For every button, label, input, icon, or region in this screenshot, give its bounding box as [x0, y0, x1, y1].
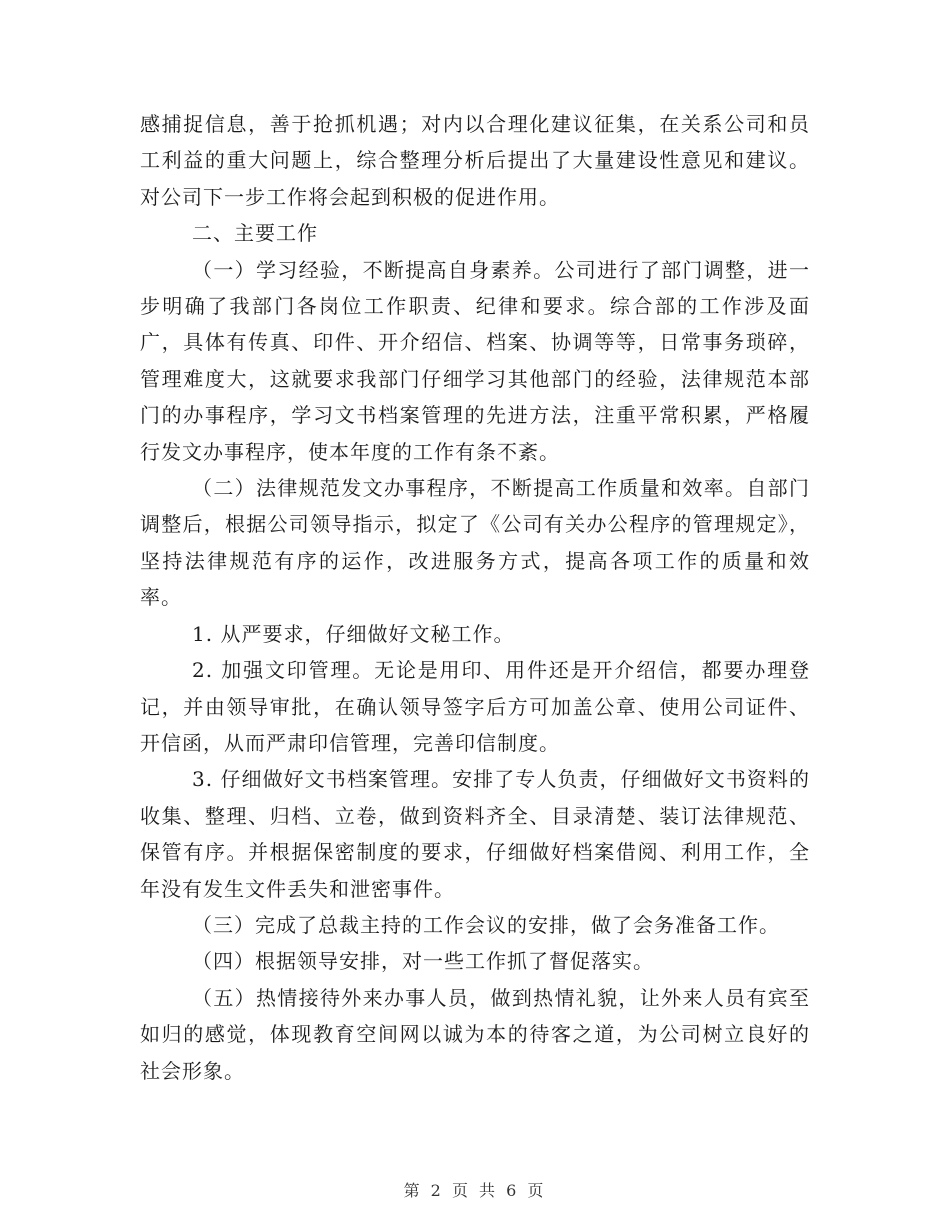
paragraph-subitem-2: 2. 加强文印管理。无论是用印、用件还是开介绍信，都要办理登记，并由领导审批，在确认领导签字后方可加盖公章、使用公司证件、开信函，从而严肃印信管理，完善印信制度。 — [140, 658, 810, 755]
page-footer: 第 2 页 共 6 页 — [403, 1181, 547, 1200]
paragraph-subitem-3: 3. 仔细做好文书档案管理。安排了专人负责，仔细做好文书资料的收集、整理、归档、立卷，做到资料齐全、目录清楚、装订法律规范、保管有序。并根据保密制度的要求，仔细做好档案借阅、利用工作，全年没有发生文件丢失和泄密事件。 — [140, 767, 810, 901]
paragraph-item-2: （二）法律规范发文办事程序，不断提高工作质量和效率。自部门调整后，根据公司领导指示，拟定了《公司有关办公程序的管理规定》，坚持法律规范有序的运作，改进服务方式，提高各项工作的质量和效率。 — [140, 476, 810, 610]
paragraph-item-1: （一）学习经验，不断提高自身素养。公司进行了部门调整，进一步明确了我部门各岗位工作职责、纪律和要求。综合部的工作涉及面广，具体有传真、印件、开介绍信、档案、协调等等，日常事务琐碎，管理难度大，这就要求我部门仔细学习其他部门的经验，法律规范本部门的办事程序，学习文书档案管理的先进方法，注重平常积累，严格履行发文办事程序，使本年度的工作有条不紊。 — [140, 257, 810, 464]
paragraph-subitem-1: 1. 从严要求，仔细做好文秘工作。 — [192, 621, 515, 646]
document-body — [140, 106, 810, 1089]
paragraph-item-4: （四）根据领导安排，对一些工作抓了督促落实。 — [192, 949, 654, 974]
paragraph-item-5: （五）热情接待外来办事人员，做到热情礼貌，让外来人员有宾至如归的感觉，体现教育空间网以诚为本的待客之道，为公司树立良好的社会形象。 — [140, 985, 810, 1083]
section-heading: 二、主要工作 — [192, 221, 318, 246]
paragraph-continuation: 感捕捉信息，善于抢抓机遇；对内以合理化建议征集，在关系公司和员工利益的重大问题上，综合整理分析后提出了大量建设性意见和建议。对公司下一步工作将会起到积极的促进作用。 — [140, 112, 810, 209]
paragraph-item-3: （三）完成了总裁主持的工作会议的安排，做了会务准备工作。 — [192, 912, 780, 937]
